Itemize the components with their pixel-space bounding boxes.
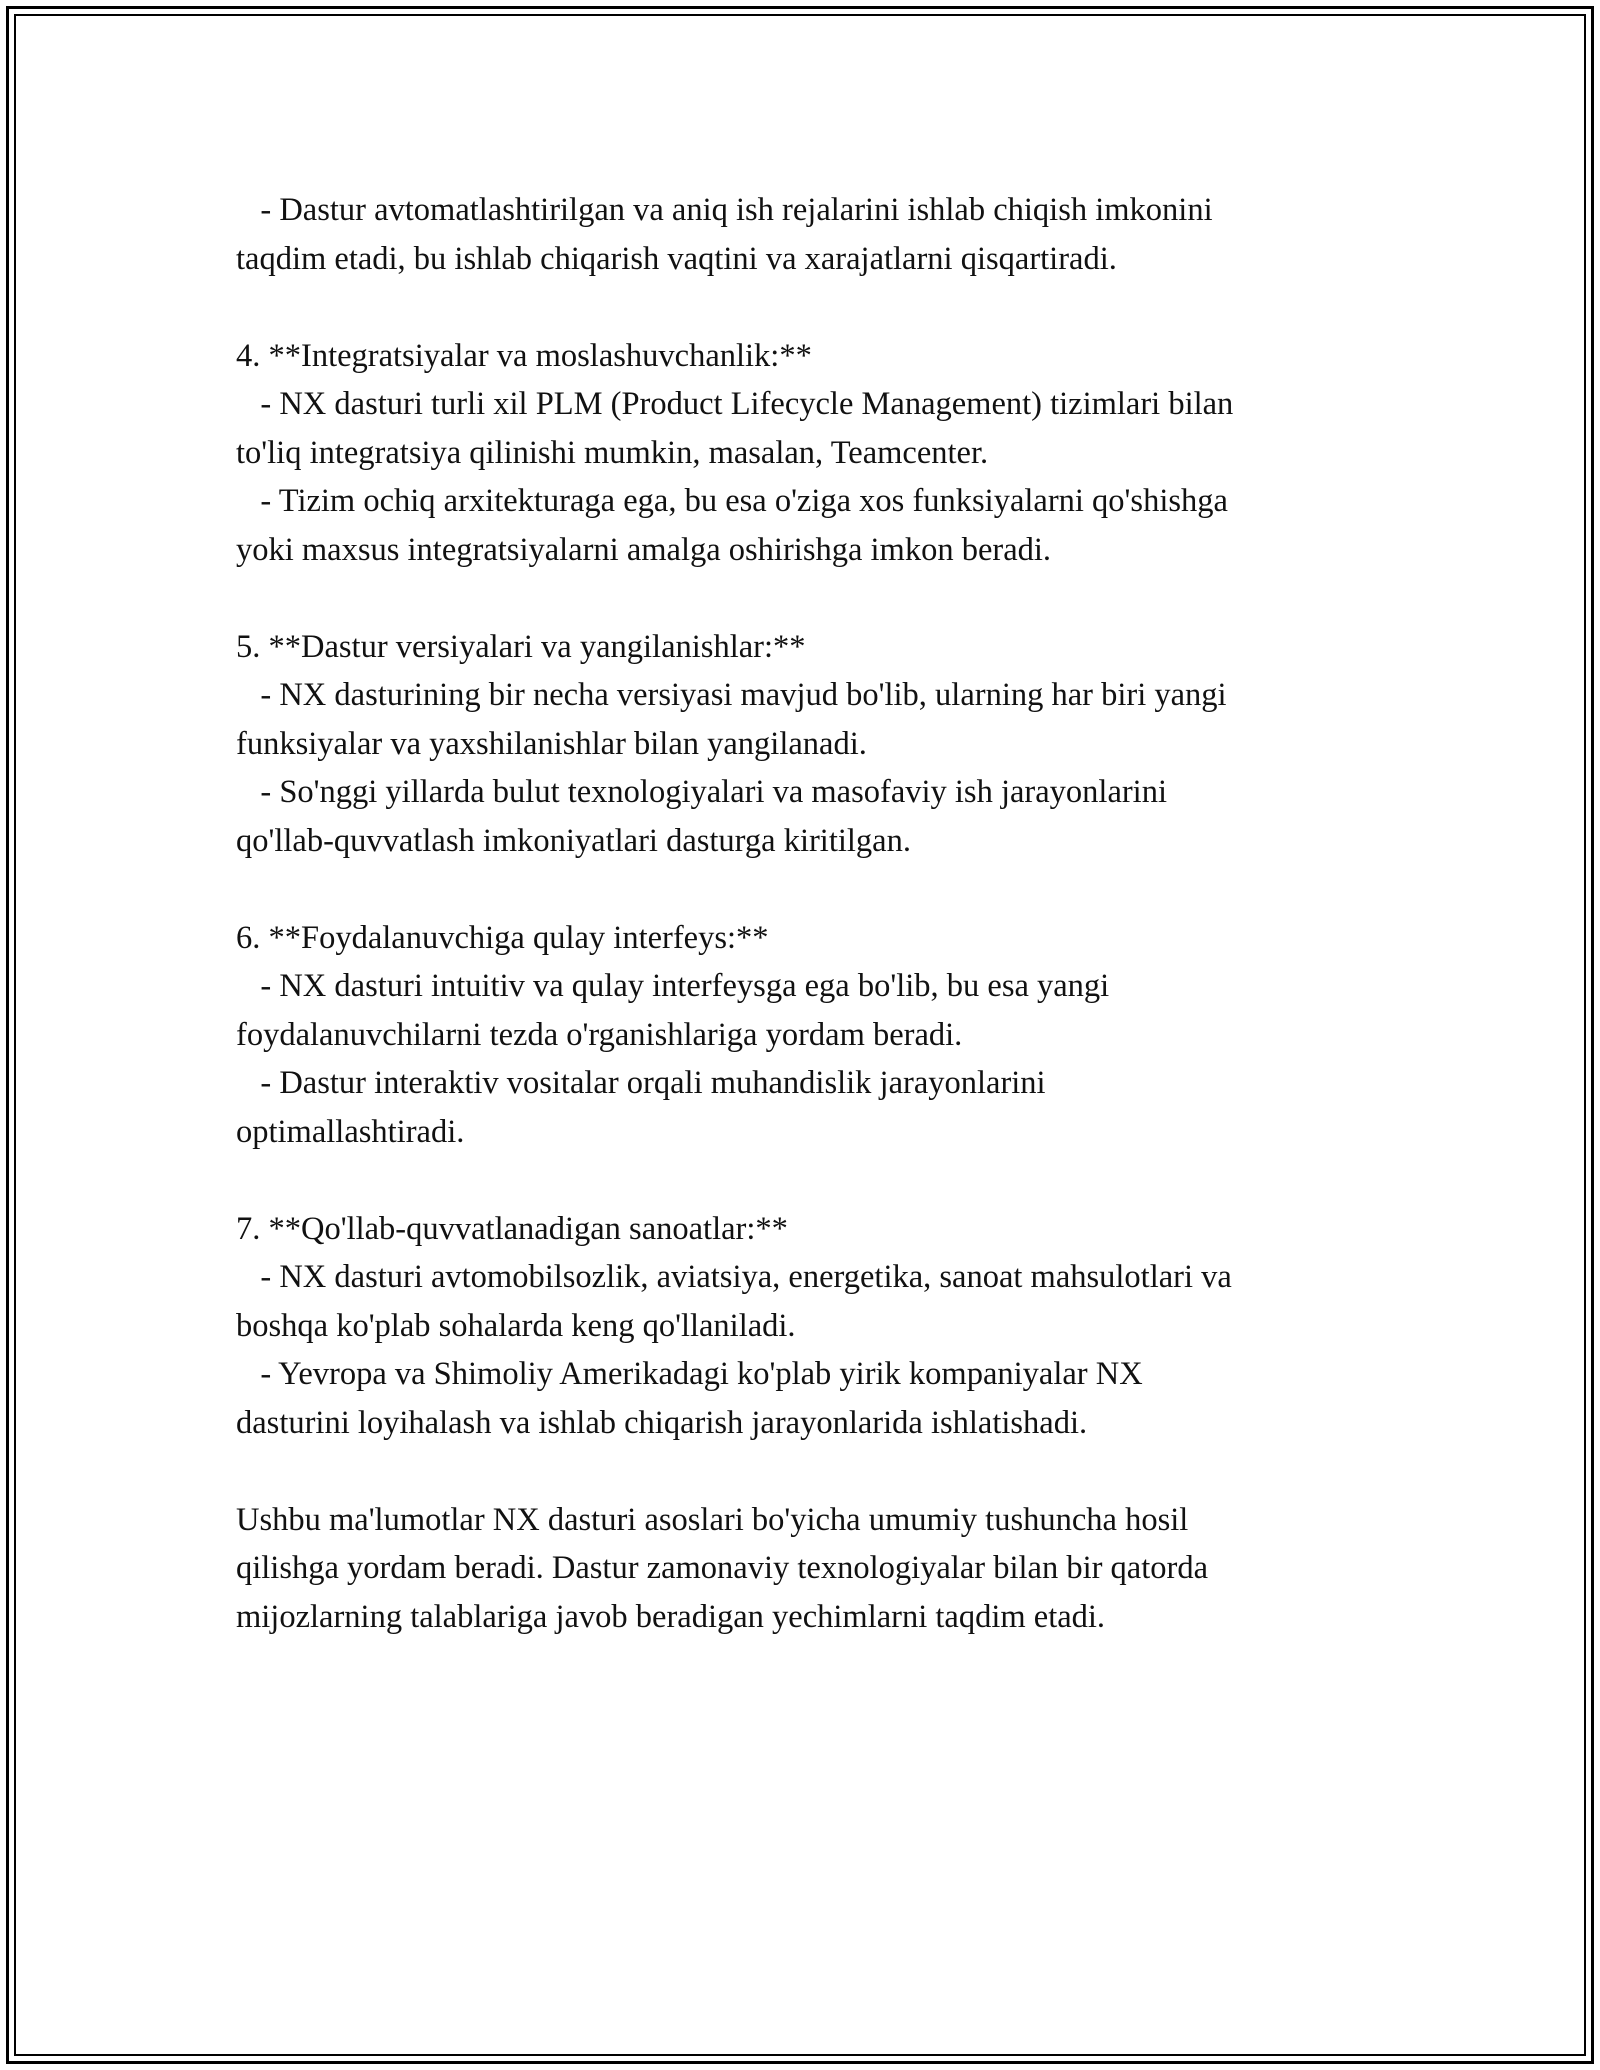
section-integrations	[236, 332, 1386, 575]
text-line: - Dastur avtomatlashtirilgan va aniq ish rejalarini ishlab chiqish imkonini	[236, 192, 1213, 228]
paragraph-conclusion	[236, 1496, 1386, 1642]
text-line: foydalanuvchilarni tezda o'rganishlariga yordam beradi.	[236, 1016, 963, 1053]
section-interface	[236, 914, 1386, 1157]
text-line: - NX dasturi intuitiv va qulay interfeysga ega bo'lib, bu esa yangi	[236, 968, 1110, 1004]
text-line: taqdim etadi, bu ishlab chiqarish vaqtini va xarajatlarni qisqartiradi.	[236, 240, 1117, 277]
text-line: - NX dasturi turli xil PLM (Product Lifecycle Management) tizimlari bilan	[236, 386, 1234, 422]
text-line: - Dastur interaktiv vositalar orqali muhandislik jarayonlarini	[236, 1065, 1046, 1101]
section-industries	[236, 1205, 1386, 1448]
text-line: boshqa ko'plab sohalarda keng qo'llaniladi.	[236, 1307, 796, 1344]
text-line: - Tizim ochiq arxitekturaga ega, bu esa o'ziga xos funksiyalarni qo'shishga	[236, 483, 1228, 519]
text-line: optimallashtiradi.	[236, 1113, 465, 1150]
paragraph-gap	[236, 283, 1386, 332]
document-body	[236, 186, 1386, 1641]
paragraph-gap	[236, 574, 1386, 623]
text-line: - Yevropa va Shimoliy Amerikadagi ko'plab yirik kompaniyalar NX	[236, 1356, 1143, 1392]
section-heading: 4. **Integratsiyalar va moslashuvchanlik:**	[236, 337, 812, 374]
text-line: to'liq integratsiya qilinishi mumkin, masalan, Teamcenter.	[236, 434, 989, 471]
text-line: Ushbu ma'lumotlar NX dasturi asoslari bo'yicha umumiy tushuncha hosil	[236, 1501, 1189, 1538]
section-heading: 7. **Qo'llab-quvvatlanadigan sanoatlar:**	[236, 1210, 788, 1247]
paragraph-gap	[236, 1156, 1386, 1205]
text-line: - So'nggi yillarda bulut texnologiyalari va masofaviy ish jarayonlarini	[236, 774, 1167, 810]
text-line: funksiyalar va yaxshilanishlar bilan yangilanadi.	[236, 725, 867, 762]
section-heading: 6. **Foydalanuvchiga qulay interfeys:**	[236, 919, 769, 956]
section-versions	[236, 623, 1386, 866]
text-line: dasturini loyihalash va ishlab chiqarish jarayonlarida ishlatishadi.	[236, 1404, 1088, 1441]
paragraph-gap	[236, 1447, 1386, 1496]
text-line: mijozlarning talablariga javob beradigan yechimlarni taqdim etadi.	[236, 1598, 1106, 1635]
paragraph-continuation	[236, 186, 1386, 283]
paragraph-gap	[236, 865, 1386, 914]
text-line: qilishga yordam beradi. Dastur zamonaviy texnologiyalar bilan bir qatorda	[236, 1550, 1209, 1586]
text-line: - NX dasturi avtomobilsozlik, aviatsiya, energetika, sanoat mahsulotlari va	[236, 1259, 1232, 1295]
text-line: qo'llab-quvvatlash imkoniyatlari dasturga kiritilgan.	[236, 822, 911, 859]
text-line: yoki maxsus integratsiyalarni amalga oshirishga imkon beradi.	[236, 531, 1052, 568]
section-heading: 5. **Dastur versiyalari va yangilanishlar:**	[236, 628, 806, 665]
text-line: - NX dasturining bir necha versiyasi mavjud bo'lib, ularning har biri yangi	[236, 677, 1227, 713]
